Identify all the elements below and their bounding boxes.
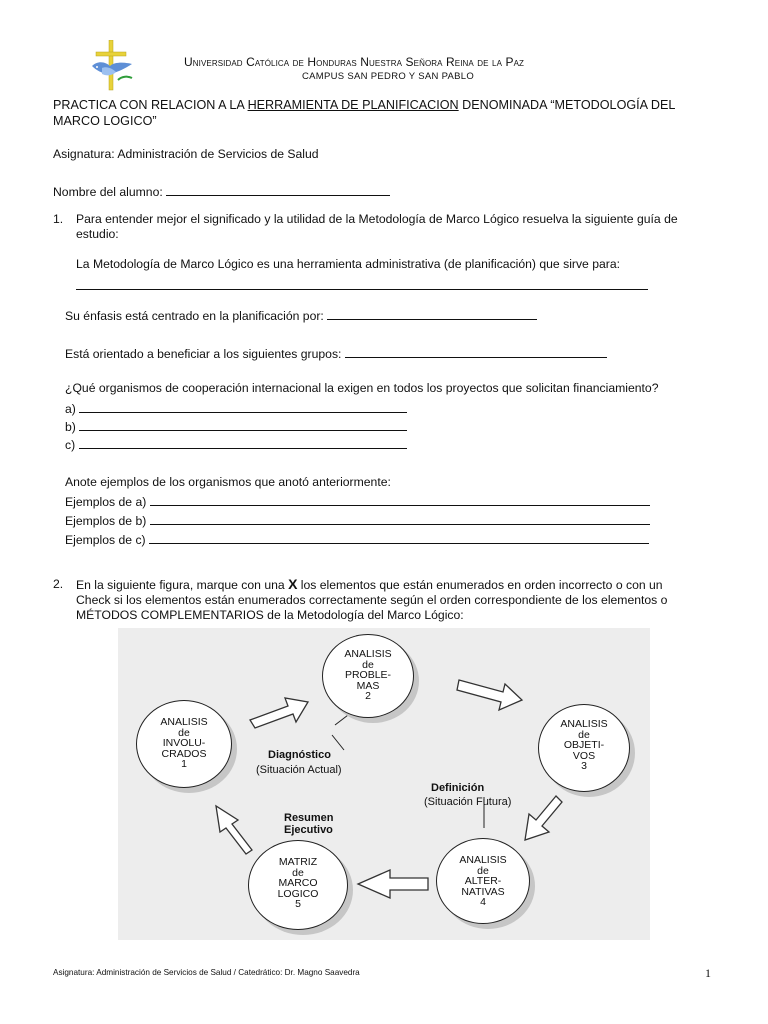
x-mark-text: X bbox=[288, 576, 298, 592]
option-row-a bbox=[65, 400, 407, 417]
circle-involved[interactable] bbox=[136, 700, 232, 788]
circle-label: ANALISIS de PROBLE- MAS 2 bbox=[344, 648, 392, 703]
campus-name: CAMPUS SAN PEDRO Y SAN PABLO bbox=[302, 71, 475, 82]
option-answer-line[interactable] bbox=[79, 400, 407, 413]
example-row-a bbox=[65, 493, 650, 510]
arrow-down-icon bbox=[525, 796, 562, 840]
option-label: c) bbox=[65, 438, 76, 452]
arrow-up-icon bbox=[216, 806, 252, 854]
arrow-right-icon bbox=[250, 698, 308, 728]
q1-text-line2: estudio: bbox=[76, 227, 119, 241]
student-name-row bbox=[53, 183, 390, 200]
example-answer-line[interactable] bbox=[150, 512, 650, 525]
circle-label: ANALISIS de OBJETI- VOS 3 bbox=[560, 718, 608, 773]
oriented-row bbox=[65, 345, 607, 362]
page-number: 1 bbox=[705, 966, 711, 980]
university-logo bbox=[88, 40, 138, 92]
circle-matrix[interactable] bbox=[248, 840, 348, 930]
definicion-label: Definición bbox=[431, 782, 485, 794]
circle-objectives[interactable] bbox=[538, 704, 630, 792]
arrow-right-icon bbox=[457, 680, 522, 710]
circle-label: MATRIZ de MARCO LOGICO 5 bbox=[277, 856, 319, 911]
q1-text-line1: Para entender mejor el significado y la utilidad de la Metodología de Marco Lógico resuelva la siguiente guía de bbox=[76, 212, 678, 226]
definicion-sublabel: (Situación Futura) bbox=[424, 796, 512, 808]
circle-label: ANALISIS de ALTER- NATIVAS 4 bbox=[459, 854, 507, 909]
organisms-question: ¿Qué organismos de cooperación internacional la exigen en todos los proyectos que solicitan financiamiento? bbox=[65, 381, 659, 395]
oriented-answer-line[interactable] bbox=[345, 345, 607, 358]
student-name-field[interactable] bbox=[166, 183, 390, 196]
example-label: Ejemplos de b) bbox=[65, 514, 147, 528]
q2-line3: MÉTODOS COMPLEMENTARIOS de la Metodología del Marco Lógico: bbox=[76, 608, 464, 622]
emphasis-answer-line[interactable] bbox=[327, 307, 537, 320]
example-answer-line[interactable] bbox=[150, 493, 650, 506]
option-answer-line[interactable] bbox=[79, 418, 407, 431]
option-label: b) bbox=[65, 420, 76, 434]
example-answer-line[interactable] bbox=[149, 531, 649, 544]
circle-label: ANALISIS de INVOLU- CRADOS 1 bbox=[160, 716, 208, 771]
emphasis-label: Su énfasis está centrado en la planificación por: bbox=[65, 309, 324, 323]
q2-number: 2. bbox=[53, 577, 64, 591]
diagnostico-label: Diagnóstico bbox=[268, 749, 331, 761]
example-label: Ejemplos de a) bbox=[65, 495, 147, 509]
option-label: a) bbox=[65, 402, 76, 416]
diagnostico-sublabel: (Situación Actual) bbox=[256, 764, 342, 776]
page-title: PRACTICA CON RELACION A LA HERRAMIENTA DE PLANIFICACION DENOMINADA “METODOLOGÍA DEL MARCO LOGICO” bbox=[53, 98, 675, 128]
emphasis-row bbox=[65, 307, 537, 324]
arrow-left-icon bbox=[358, 870, 428, 898]
q2-line2: Check si los elementos están enumerados correctamente según el orden correspondiente de los elementos o bbox=[76, 593, 668, 607]
circle-problems[interactable] bbox=[322, 634, 414, 718]
example-row-b bbox=[65, 512, 650, 529]
option-row-c bbox=[65, 436, 407, 453]
examples-intro: Anote ejemplos de los organismos que anotó anteriormente: bbox=[65, 475, 391, 489]
option-row-b bbox=[65, 418, 407, 435]
footer-text: Asignatura: Administración de Servicios de Salud / Catedrático: Dr. Magno Saavedra bbox=[53, 968, 360, 977]
logical-framework-diagram bbox=[118, 628, 650, 940]
definition-answer-line[interactable] bbox=[76, 277, 648, 290]
option-answer-line[interactable] bbox=[79, 436, 407, 449]
example-row-c bbox=[65, 531, 649, 548]
example-label: Ejemplos de c) bbox=[65, 533, 146, 547]
subject-line: Asignatura: Administración de Servicios de Salud bbox=[53, 147, 319, 161]
q1-definition: La Metodología de Marco Lógico es una herramienta administrativa (de planificación) que sirve para: bbox=[76, 257, 620, 271]
oriented-label: Está orientado a beneficiar a los siguientes grupos: bbox=[65, 347, 342, 361]
q2-line1: En la siguiente figura, marque con una X los elementos que están enumerados en orden incorrecto o con un bbox=[76, 576, 663, 592]
resumen-label: Resumen bbox=[284, 812, 334, 824]
university-name: Universidad Católica de Honduras Nuestra Señora Reina de la Paz bbox=[184, 55, 524, 69]
ejecutivo-label: Ejecutivo bbox=[284, 824, 333, 836]
q1-number: 1. bbox=[53, 212, 64, 226]
circle-alternatives[interactable] bbox=[436, 838, 530, 924]
student-name-label: Nombre del alumno: bbox=[53, 185, 163, 199]
